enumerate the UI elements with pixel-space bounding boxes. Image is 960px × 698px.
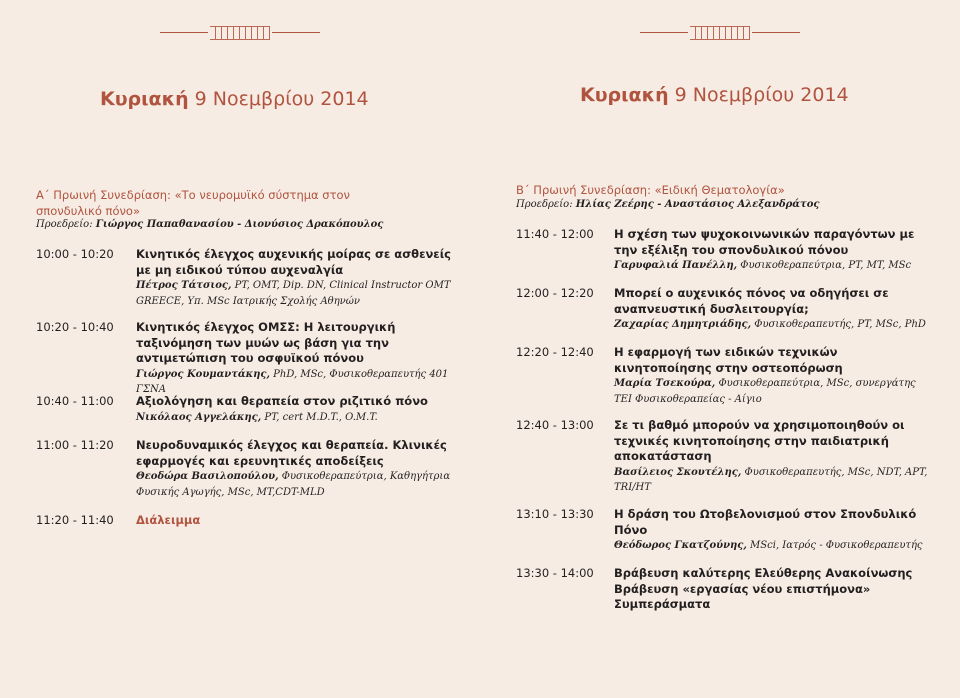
talk xyxy=(614,418,934,496)
right-page xyxy=(480,0,960,698)
break-title: Διάλειμμα xyxy=(136,513,201,527)
speaker: Βασίλειος Σκουτέλης, Φυσικοθεραπευτής, MSc, NDT, APT, TRI/HT xyxy=(614,466,928,493)
talk xyxy=(136,438,466,500)
talk xyxy=(136,394,466,425)
speaker: Μαρία Τσεκούρα, Φυσικοθεραπεύτρια, MSc, συνεργάτης ΤΕΙ Φυσικοθεραπείας - Αίγιο xyxy=(614,378,916,405)
speaker: Θεοδώρα Βασιλοπούλου, Φυσικοθεραπεύτρια, Καθηγήτρια Φυσικής Αγωγής, MSc, MT,CDT-MLD xyxy=(136,471,451,498)
session-chair: Προεδρείο: Ηλίας Ζεέρης - Αναστάσιος Αλεξανδράτος xyxy=(516,199,820,210)
day-title: Κυριακή 9 Νοεμβρίου 2014 xyxy=(580,84,849,106)
talk-title: Η σχέση των ψυχοκοινωνικών παραγόντων με την εξέλιξη του σπονδυλικού πόνου xyxy=(614,227,915,257)
talk-title: Σε τι βαθμό μπορούν να χρησιμοποιηθούν οι τεχνικές κινητοποίησης στην παιδιατρική αποκατάσταση xyxy=(614,418,905,463)
talk xyxy=(614,286,934,333)
talk-title: Κινητικός έλεγχος αυχενικής μοίρας σε ασθενείς με μη ειδικού τύπου αυχεναλγία xyxy=(136,247,452,277)
speaker: Θεόδωρος Γκατζούνης, MSci, Ιατρός - Φυσικοθεραπευτής xyxy=(614,540,923,551)
time-slot: 10:20 - 10:40 xyxy=(36,320,114,334)
day-title: Κυριακή 9 Νοεμβρίου 2014 xyxy=(100,88,369,110)
speaker: Γαρυφαλιά Πανέλλη, Φυσικοθεραπεύτρια, PT, MT, MSc xyxy=(614,260,912,271)
speaker: Νικόλαος Αγγελάκης, PT, cert M.D.T., O.M.T. xyxy=(136,411,378,423)
speaker: Ζαχαρίας Δημητριάδης, Φυσικοθεραπευτής, PT, MSc, PhD xyxy=(614,319,926,330)
talk xyxy=(136,247,466,309)
top-ornament xyxy=(160,26,320,40)
talk-title: Κινητικός έλεγχος ΟΜΣΣ: Η λειτουργική ταξινόμηση των μυών ως βάση για την αντιμετώπιση του οσφυϊκού πόνου xyxy=(136,320,396,365)
session-title: Β΄ Πρωινή Συνεδρίαση: «Ειδική Θεματολογία» xyxy=(516,183,785,197)
session-title: Α΄ Πρωινή Συνεδρίαση: «Το νευρομυϊκό σύστημα στον σπονδυλικό πόνο» xyxy=(36,188,350,218)
time-slot: 11:40 - 12:00 xyxy=(516,227,594,241)
top-ornament xyxy=(640,26,800,40)
talk xyxy=(136,320,466,398)
time-slot: 13:30 - 14:00 xyxy=(516,566,594,580)
speaker: Γιώργος Κουμαντάκης, PhD, MSc, Φυσικοθεραπευτής 401 ΓΣΝΑ xyxy=(136,368,449,395)
session-chair: Προεδρείο: Γιώργος Παπαθανασίου - Διονύσιος Δρακόπουλος xyxy=(36,219,384,230)
talk xyxy=(614,566,934,613)
time-slot: 11:00 - 11:20 xyxy=(36,438,114,452)
talk-title: Αξιολόγηση και θεραπεία στον ριζιτικό πόνο xyxy=(136,394,428,408)
talk xyxy=(614,345,934,407)
time-slot: 12:40 - 13:00 xyxy=(516,418,594,432)
talk xyxy=(614,507,934,554)
time-slot: 10:40 - 11:00 xyxy=(36,394,114,408)
talk-title: Η δράση του Ωτοβελονισμού στον Σπονδυλικό Πόνο xyxy=(614,507,917,537)
talk-title: Βράβευση καλύτερης Ελεύθερης Ανακοίνωσης Βράβευση «εργασίας νέου επιστήμονα» Συμπεράσματα xyxy=(614,566,913,611)
speaker: Πέτρος Τάτσιος, PT, OMT, Dip. DN, Clinical Instructor OMT GREECE, Υπ. MSc Ιατρικής Σχολής Αθηνών xyxy=(136,280,451,307)
time-slot: 11:20 - 11:40 xyxy=(36,513,114,527)
talk xyxy=(136,513,466,527)
time-slot: 10:00 - 10:20 xyxy=(36,247,114,261)
talk-title: Η εφαρμογή των ειδικών τεχνικών κινητοποίησης στην οστεοπόρωση xyxy=(614,345,843,375)
talk xyxy=(614,227,934,274)
time-slot: 13:10 - 13:30 xyxy=(516,507,594,521)
talk-title: Νευροδυναμικός έλεγχος και θεραπεία. Κλινικές εφαρμογές και ερευνητικές αποδείξεις xyxy=(136,438,447,468)
talk-title: Μπορεί ο αυχενικός πόνος να οδηγήσει σε αναπνευστική δυσλειτουργία; xyxy=(614,286,889,316)
time-slot: 12:00 - 12:20 xyxy=(516,286,594,300)
time-slot: 12:20 - 12:40 xyxy=(516,345,594,359)
